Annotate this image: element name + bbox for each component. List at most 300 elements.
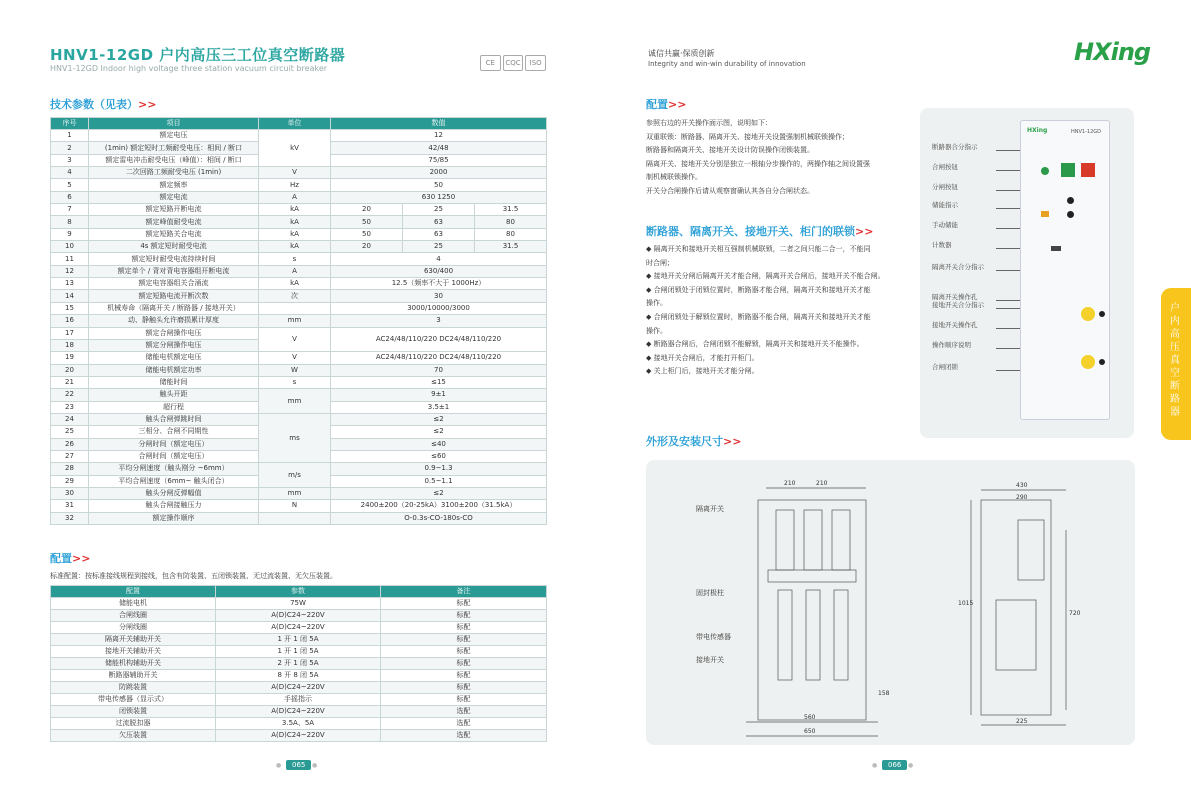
row-value: 630 1250 [331,191,547,203]
indicator-icon [1041,167,1049,175]
row-number: 8 [51,216,89,228]
config-param: 1 开 1 闭 5A [216,634,381,646]
table-row [51,265,547,277]
row-value: 25 [403,241,475,253]
row-number: 30 [51,487,89,499]
row-number: 11 [51,253,89,265]
row-unit: Hz [259,179,331,191]
pole-2 [804,510,822,570]
dim-number: 225 [1016,718,1028,725]
config-remark: 选配 [381,730,547,742]
callout-label: 分闸按钮 [932,183,958,191]
table-row [51,694,547,706]
row-value: 75/85 [331,154,547,166]
table-row [51,706,547,718]
earth-hole-icon [1099,359,1105,365]
table-row [51,302,547,314]
config-name: 储能电机 [51,598,216,610]
row-number: 28 [51,463,89,475]
counter-icon [1051,246,1061,251]
row-value: ≤15 [331,376,547,388]
callout-label: 接地开关操作孔 [932,321,978,329]
row-unit: V [259,327,331,352]
callout-label: 手动储能 [932,221,958,229]
brand-logo: HXing [1074,38,1151,66]
cert-mark: CE [480,55,501,71]
page-dots: ● [872,762,878,769]
params-table [50,117,547,525]
table-header: 单位 [259,118,331,130]
config-remark: 标配 [381,622,547,634]
config-remark: 标配 [381,670,547,682]
row-number: 6 [51,191,89,203]
row-value: 20 [331,241,403,253]
row-item: 储能时间 [89,376,259,388]
row-number: 20 [51,364,89,376]
row-value: AC24/48/110/220 DC24/48/110/220 [331,327,547,352]
config-param: 3.5A、5A [216,718,381,730]
config-name: 带电传感器（显示式） [51,694,216,706]
row-number: 5 [51,179,89,191]
row-unit: mm [259,315,331,327]
config-name: 闭锁装置 [51,706,216,718]
config-param: A(D)C24~220V [216,682,381,694]
row-item: 三相分、合闸不同期性 [89,426,259,438]
dim-number: 430 [1016,482,1028,489]
row-value: 630/400 [331,265,547,277]
row-unit: V [259,167,331,179]
table-row [51,670,547,682]
row-item: 平均分闸速度（触头刚分 ~6mm） [89,463,259,475]
row-unit: mm [259,487,331,499]
row-item: 分闸时间（额定电压） [89,438,259,450]
row-item: 额定电流 [89,191,259,203]
row-item: 额定短路关合电流 [89,228,259,240]
operation-panel-figure [920,108,1134,438]
row-item: 触头开距 [89,389,259,401]
dim-label: 固封极柱 [696,589,724,597]
row-unit: kV [259,130,331,167]
table-header: 配置 [51,586,216,598]
config-name: 过流脱扣器 [51,718,216,730]
isolator-hole-icon [1099,311,1105,317]
row-value: 12.5（频率不大于 1000Hz） [331,278,547,290]
row-value: 63 [403,228,475,240]
text-line: 隔离开关、接地开关分别是独立一根轴分步操作的，两操作轴之间设置强 [646,159,870,168]
row-number: 25 [51,426,89,438]
table-header: 参数 [216,586,381,598]
column-1 [778,590,792,680]
table-row [51,278,547,290]
table-row [51,413,547,425]
table-row [51,352,547,364]
right-page [596,0,1191,808]
callout-label: 接地开关合分指示 [932,301,984,309]
spring-indicator-icon [1041,211,1049,217]
row-value: 70 [331,364,547,376]
row-value: ≤2 [331,413,547,425]
row-number: 3 [51,154,89,166]
table-row [51,718,547,730]
row-item: 触头合闸弹跳时间 [89,413,259,425]
page-subtitle: HNV1-12GD Indoor high voltage three station vacuum circuit breaker [50,64,328,73]
row-number: 4 [51,167,89,179]
config-remark: 标配 [381,658,547,670]
row-value: 9±1 [331,389,547,401]
row-item: 额定单个 / 背对背电容器组开断电流 [89,265,259,277]
table-row [51,364,547,376]
table-row [51,191,547,203]
row-number: 29 [51,475,89,487]
side-detail [1018,520,1044,580]
text-line: 操作。 [646,299,667,308]
text-line: 双重联锁：断路器、隔离开关、接地开关设置强制机械联锁操作； [646,132,849,141]
text-line: ◆ 合闸闭锁处于解锁位置时，断路器不能合闸，隔离开关和接地开关才能 [646,312,871,321]
row-value: 3000/10000/3000 [331,302,547,314]
row-item: 额定合闸操作电压 [89,327,259,339]
text-line: 断路器和隔离开关、接地开关设计防误操作闭锁装置。 [646,146,814,155]
pole-3 [832,510,850,570]
page-number: 066 [882,760,907,770]
table-row [51,463,547,475]
row-value: 3 [331,315,547,327]
row-value: AC24/48/110/220 DC24/48/110/220 [331,352,547,364]
row-number: 26 [51,438,89,450]
table-header: 数值 [331,118,547,130]
row-number: 16 [51,315,89,327]
row-value: 4 [331,253,547,265]
row-unit: s [259,253,331,265]
table-row [51,228,547,240]
row-unit: kA [259,241,331,253]
row-value: 0.5~1.1 [331,475,547,487]
text-line: 参照右边的开关操作面示图，说明如下： [646,119,772,127]
row-item: 4s 额定短时耐受电流 [89,241,259,253]
table-row [51,179,547,191]
callout-label: 合闸按钮 [932,163,958,171]
page-dots: ● [276,762,282,769]
dim-number: 720 [1069,610,1081,617]
row-value: 12 [331,130,547,142]
dim-number: 290 [1016,494,1028,501]
row-item: 额定短路电流开断次数 [89,290,259,302]
table-row [51,376,547,388]
row-item: 触头分闸反弹幅值 [89,487,259,499]
dim-label: 接地开关 [696,656,724,664]
row-value: 31.5 [475,204,547,216]
row-unit: N [259,500,331,512]
side-label [996,600,1036,670]
earth-indicator-icon [1081,355,1095,369]
table-row [51,216,547,228]
row-number: 12 [51,265,89,277]
row-value: ≤60 [331,450,547,462]
row-value: 50 [331,179,547,191]
table-row [51,167,547,179]
row-unit [259,302,331,314]
section-title-config-right: 配置>> [646,98,687,111]
section-title-interlock: 断路器、隔离开关、接地开关、柜门的联锁>> [646,225,874,238]
callout-label: 操作顺序说明 [932,341,971,349]
text-line: ◆ 关上柜门后，接地开关才能分闸。 [646,367,759,376]
table-row [51,290,547,302]
row-number: 31 [51,500,89,512]
row-number: 13 [51,278,89,290]
slogan: 诚信共赢·保质创新 [648,49,715,58]
config-param: 75W [216,598,381,610]
config-name: 断路器辅助开关 [51,670,216,682]
open-button-icon [1081,163,1095,177]
table-row [51,730,547,742]
row-value: 20 [331,204,403,216]
side-tab: 户内高压真空断路器 [1161,288,1191,440]
row-item: 储能电机额定功率 [89,364,259,376]
crossbar [768,570,856,582]
table-row [51,622,547,634]
row-number: 9 [51,228,89,240]
row-number: 2 [51,142,89,154]
section-title-dimensions: 外形及安装尺寸>> [646,435,742,448]
row-value: ≤2 [331,487,547,499]
table-row [51,598,547,610]
config-remark: 标配 [381,646,547,658]
row-value: 50 [331,228,403,240]
table-header: 项目 [89,118,259,130]
table-row [51,130,547,142]
section-title-config: 配置>> [50,552,91,565]
text-line: 开关分合闸操作后请从观察窗确认其各自分合闸状态。 [646,186,814,195]
row-unit: 次 [259,290,331,302]
manual-charge-icon [1067,211,1074,218]
row-value: 2000 [331,167,547,179]
config-name: 储能机构辅助开关 [51,658,216,670]
config-name: 欠压装置 [51,730,216,742]
config-param: 2 开 1 闭 5A [216,658,381,670]
table-row [51,487,547,499]
table-header: 备注 [381,586,547,598]
row-unit [259,512,331,524]
row-number: 17 [51,327,89,339]
row-unit: A [259,191,331,203]
row-value: 50 [331,216,403,228]
charge-indicator-icon [1067,197,1074,204]
cert-mark: ISO [525,55,546,71]
page-title: HNV1-12GD 户内高压三工位真空断路器 [50,46,346,64]
row-item: 额定频率 [89,179,259,191]
cert-mark: CQC [503,55,524,71]
callout-label: 计数器 [932,241,952,249]
row-unit: W [259,364,331,376]
row-number: 19 [51,352,89,364]
row-number: 7 [51,204,89,216]
row-unit: m/s [259,463,331,488]
row-item: 额定峰值耐受电流 [89,216,259,228]
row-item: 额定短时耐受电流持续时间 [89,253,259,265]
table-row [51,658,547,670]
row-number: 14 [51,290,89,302]
section-title-params: 技术参数（见表）>> [50,98,157,111]
config-param: A(D)C24~220V [216,730,381,742]
text-line: 时合闸； [646,258,674,267]
row-item: (1min) 额定短时工频耐受电压：相间 / 断口 [89,142,259,154]
panel-model: HNV1-12GD [1071,129,1101,135]
row-item: 额定电压 [89,130,259,142]
callout-label: 隔离开关操作孔 [932,293,978,301]
page-dots: ● [312,762,318,769]
row-item: 合闸时间（额定电压） [89,450,259,462]
row-unit: ms [259,413,331,462]
page-number: 065 [286,760,311,770]
row-item: 平均合闸速度（6mm~ 触头闭合） [89,475,259,487]
row-value: 63 [403,216,475,228]
row-unit: kA [259,228,331,240]
row-item: 动、静触头允许磨损累计厚度 [89,315,259,327]
row-unit: s [259,376,331,388]
text-line: ◆ 合闸闭锁处于闭锁位置时，断路器才能合闸，隔离开关和接地开关才能 [646,285,871,294]
operation-panel [1020,120,1110,420]
dim-number: 650 [804,728,816,735]
config-note: 标准配置：按标准接线规程到接线，包含有防装置、五闭锁装置、无过流装置、无欠压装置。 [50,572,337,580]
config-remark: 选配 [381,718,547,730]
text-line: 操作。 [646,326,667,335]
config-param: A(D)C24~220V [216,706,381,718]
table-row [51,204,547,216]
row-item: 额定电容器组关合涌流 [89,278,259,290]
text-line: ◆ 断路器合闸后，合闸闭锁不能解锁，隔离开关和接地开关不能操作。 [646,340,864,349]
table-row [51,315,547,327]
row-item: 额定短路开断电流 [89,204,259,216]
row-number: 21 [51,376,89,388]
row-item: 额定分闸操作电压 [89,339,259,351]
text-line: ◆ 隔离开关和接地开关相互强制机械联锁，二者之间只能二合一，不能同 [646,245,871,253]
dim-number: 560 [804,714,816,721]
row-value: 30 [331,290,547,302]
slogan-en: Integrity and win-win durability of innovation [648,60,806,68]
text-line: 制机械联锁操作。 [646,173,702,182]
row-value: 31.5 [475,241,547,253]
close-button-icon [1061,163,1075,177]
dimension-drawing-figure [646,460,1135,745]
callout-label: 断路器合分指示 [932,143,978,151]
row-unit: kA [259,278,331,290]
config-name: 隔离开关辅助开关 [51,634,216,646]
row-unit: A [259,265,331,277]
table-row [51,241,547,253]
config-name: 合闸线圈 [51,610,216,622]
row-item: 触头合闸接触压力 [89,500,259,512]
config-remark: 选配 [381,706,547,718]
text-line: ◆ 接地开关分闸后隔离开关才能合闸，隔离开关合闸后，接地开关不能合闸。 [646,272,885,281]
table-row [51,646,547,658]
config-remark: 标配 [381,634,547,646]
row-number: 1 [51,130,89,142]
config-param: 8 开 8 闭 5A [216,670,381,682]
row-item: 超行程 [89,401,259,413]
row-number: 10 [51,241,89,253]
row-number: 24 [51,413,89,425]
config-remark: 标配 [381,610,547,622]
panel-logo: HXing [1027,127,1048,134]
config-table [50,585,547,742]
isolator-indicator-icon [1081,307,1095,321]
row-unit: mm [259,389,331,414]
config-remark: 标配 [381,598,547,610]
config-name: 防跳装置 [51,682,216,694]
table-row [51,634,547,646]
row-unit: V [259,352,331,364]
row-number: 23 [51,401,89,413]
column-3 [834,590,848,680]
row-value: ≤2 [331,426,547,438]
config-remark: 标配 [381,694,547,706]
table-row [51,682,547,694]
row-value: 80 [475,216,547,228]
pole-1 [776,510,794,570]
config-name: 分闸线圈 [51,622,216,634]
dim-number: 210 [784,480,796,487]
table-row [51,389,547,401]
config-remark: 标配 [381,682,547,694]
dim-label: 隔离开关 [696,505,724,513]
certification-marks [480,55,546,71]
callout-label: 隔离开关合分指示 [932,263,984,271]
config-param: A(D)C24~220V [216,622,381,634]
row-number: 15 [51,302,89,314]
dimension-drawing [646,460,1135,745]
row-number: 27 [51,450,89,462]
interlock-description [646,243,916,379]
dim-number: 210 [816,480,828,487]
callout-label: 储能指示 [932,201,958,209]
row-value: 25 [403,204,475,216]
row-unit: kA [259,204,331,216]
table-row [51,512,547,524]
row-value: 3.5±1 [331,401,547,413]
row-number: 18 [51,339,89,351]
row-value: 80 [475,228,547,240]
callout-label: 合闸闭锁 [932,363,958,371]
row-value: O-0.3s-CO-180s-CO [331,512,547,524]
dim-label: 带电传感器 [696,633,731,641]
row-number: 32 [51,512,89,524]
column-2 [806,590,820,680]
row-item: 二次回路工频耐受电压 (1min) [89,167,259,179]
dim-number: 1015 [958,600,974,607]
row-item: 额定操作顺序 [89,512,259,524]
table-row [51,327,547,339]
dim-number: 158 [878,690,890,697]
config-param: 手摇指示 [216,694,381,706]
text-line: ◆ 接地开关合闸后，才能打开柜门。 [646,353,759,362]
row-item: 机械寿命（隔离开关 / 断路器 / 接地开关） [89,302,259,314]
row-value: 0.9~1.3 [331,463,547,475]
row-value: ≤40 [331,438,547,450]
config-param: A(D)C24~220V [216,610,381,622]
row-value: 42/48 [331,142,547,154]
table-header: 序号 [51,118,89,130]
config-description [646,117,916,199]
row-number: 22 [51,389,89,401]
page-dots: ● [908,762,914,769]
row-unit: kA [259,216,331,228]
table-row [51,253,547,265]
table-row [51,610,547,622]
row-value: 2400±200（20-25kA）3100±200（31.5kA） [331,500,547,512]
table-row [51,500,547,512]
config-name: 接地开关辅助开关 [51,646,216,658]
config-param: 1 开 1 闭 5A [216,646,381,658]
side-frame [981,500,1051,715]
